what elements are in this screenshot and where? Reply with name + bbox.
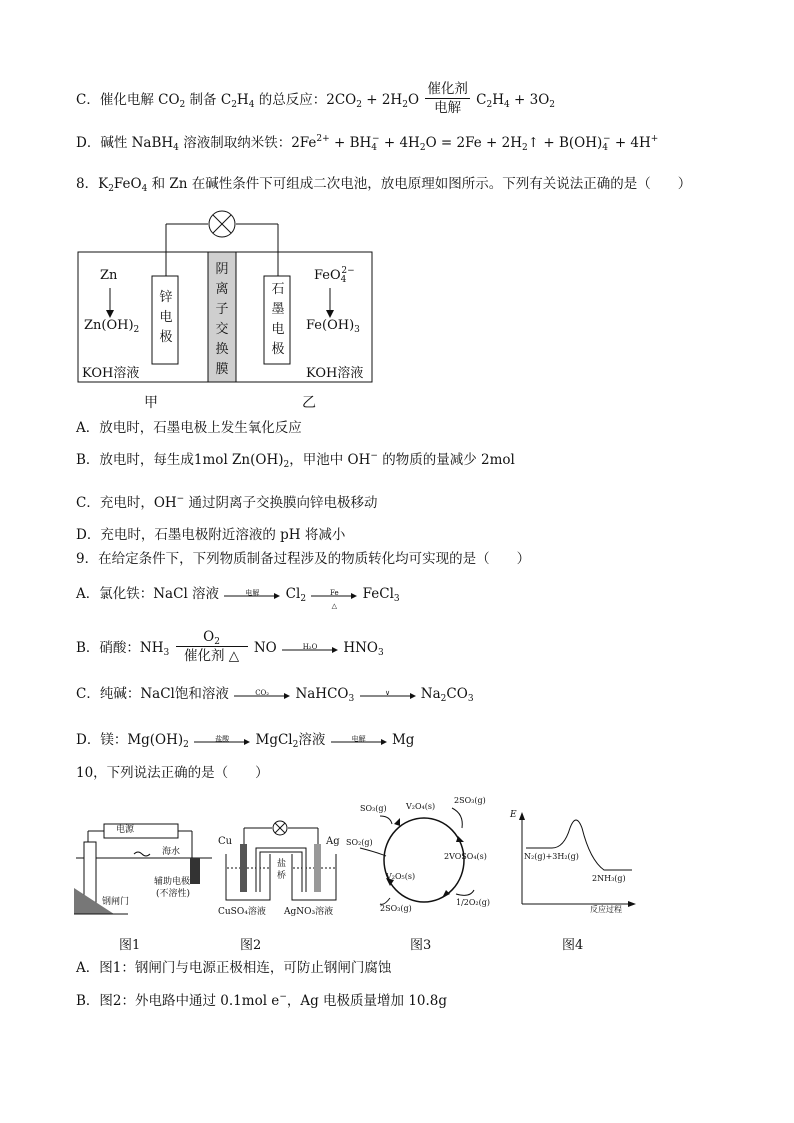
fig3-v2o4: V₂O₄(s)	[406, 802, 436, 811]
q9-option-c: C．纯碱：NaCl饱和溶液 CO₂ NaHCO$_3$ ∨ $Na_2CO_3$	[76, 686, 474, 704]
fig3-2so3-bottom: 2SO₃(g)	[380, 904, 412, 913]
q8-stem: 8．$K_2FeO_4$ 和 Zn 在碱性条件下可组成二次电池，放电原理如图所示。下列有关说法正确的是（ ）	[76, 176, 692, 194]
arrow-hcl: 盐酸	[194, 732, 250, 750]
arrow-fe-heat: Fe △	[311, 586, 357, 604]
figure-1	[74, 818, 214, 953]
zn-label: Zn	[100, 268, 118, 283]
figure-3	[346, 794, 502, 953]
fig1-gate-label: 钢闸门	[102, 897, 130, 907]
fig3-vos: 2VOSO₄(s)	[444, 852, 487, 861]
koh-right-label: KOH溶液	[306, 366, 364, 381]
fig3-so3-top: SO₃(g)	[360, 804, 387, 813]
cell-jia-label: 甲	[144, 395, 158, 411]
fig2-right-solution: AgNO₃溶液	[284, 907, 334, 917]
q10-option-b: B．图2：外电路中通过 0.1mol e−，Ag 电极质量增加 10.8g	[76, 992, 448, 1009]
q8-option-d: D．充电时，石墨电极附近溶液的 pH 将减小	[76, 527, 346, 543]
fig1-aux-note: (不溶性)	[156, 889, 191, 899]
fig3-so2: SO₂(g)	[346, 838, 373, 847]
q9-stem: 9．在给定条件下，下列物质制备过程涉及的物质转化均可实现的是（ ）	[76, 551, 531, 567]
q10-stem: 10，下列说法正确的是（ ）	[76, 765, 269, 781]
fig2-caption: 图2	[240, 938, 262, 953]
fig4-caption: 图4	[562, 938, 584, 953]
fig4-products: 2NH₃(g)	[592, 874, 626, 883]
q8-option-b: B．放电时，每生成1mol $Zn(OH)_2$，甲池中 OH− 的物质的量减少 2mol	[76, 451, 515, 470]
cell-yi-label: 乙	[302, 395, 316, 411]
fig4-x-axis: 反应过程	[590, 905, 622, 914]
fig1-sea-label: 海水	[162, 847, 181, 857]
arrow-heat: ∨	[360, 686, 416, 704]
arrow-co2: CO₂	[234, 686, 290, 704]
fig2-left-solution: CuSO₄溶液	[218, 907, 266, 917]
arrow-electrolysis-2: 电解	[331, 732, 387, 750]
catalyst-condition: $O_2$ 催化剂 △	[176, 628, 248, 665]
fig3-caption: 图3	[410, 938, 432, 953]
q7-option-d: D．碱性 NaBH$_4$ 溶液制取纳米铁：$2Fe^{2+} + BH_4^- + 4H_2O = 2Fe$ + $2H_2↑ + B(OH)_4^- + 4H^+$	[76, 134, 659, 153]
fig2-ag-label: Ag	[326, 836, 340, 847]
battery-diagram	[76, 204, 376, 414]
q8-option-c: C．充电时，OH− 通过阴离子交换膜向锌电极移动	[76, 494, 378, 511]
reaction-condition: 催化剂 电解	[427, 81, 468, 116]
zn-oh-label: $Zn(OH)_2$	[84, 318, 140, 335]
fig4-reactants: N₂(g)+3H₂(g)	[524, 852, 579, 861]
figure-4	[508, 808, 638, 953]
q7-option-c: C．催化电解 $CO_2$ 制备 $C_2H_4$ 的总反应：$2CO_2 + 2H_2O$ 催化剂 电解 $C_2H_4 + 3O_2$	[76, 81, 556, 116]
fig1-caption: 图1	[119, 938, 141, 953]
fig2-salt-bridge-label: 盐 桥	[277, 859, 287, 881]
membrane-label: 阴 离 子 交 换 膜	[215, 262, 229, 377]
fig3-2so3: 2SO₃(g)	[454, 796, 486, 805]
fig1-power-label: 电源	[116, 825, 135, 835]
graphite-electrode-label: 石 墨 电 极	[271, 282, 285, 357]
q10-option-a: A．图1：钢闸门与电源正极相连，可防止钢闸门腐蚀	[76, 960, 392, 976]
fe-oh-label: $Fe(OH)_3$	[306, 318, 360, 335]
fig1-aux-label: 辅助电极	[154, 877, 191, 887]
q9-option-a: A．氯化铁：NaCl 溶液 电解 $Cl_2$ Fe △ FeCl$_3$	[76, 586, 400, 610]
arrow-electrolysis: 电解	[224, 586, 280, 604]
fig2-cu-label: Cu	[218, 836, 233, 847]
q9-option-d: D．镁：$Mg(OH)_2$ 盐酸 MgCl$_2$溶液 电解 Mg	[76, 732, 415, 750]
fig4-energy-axis: E	[510, 810, 517, 820]
figure-2	[214, 814, 350, 953]
q8-option-a: A．放电时，石墨电极上发生氧化反应	[76, 420, 302, 436]
fig3-half-o2: 1/2O₂(g)	[456, 898, 491, 907]
arrow-water: H₂O	[282, 640, 338, 658]
zinc-electrode-label: 锌 电 极	[159, 290, 173, 345]
feo4-label: FeO$_4^{2-}$	[314, 266, 355, 285]
q9-option-b: B．硝酸：$NH_3$ $O_2$ 催化剂 △ NO H₂O $HNO_3$	[76, 629, 384, 664]
fig3-v2o5: V₂O₅(s)	[386, 872, 416, 881]
koh-left-label: KOH溶液	[82, 366, 140, 381]
